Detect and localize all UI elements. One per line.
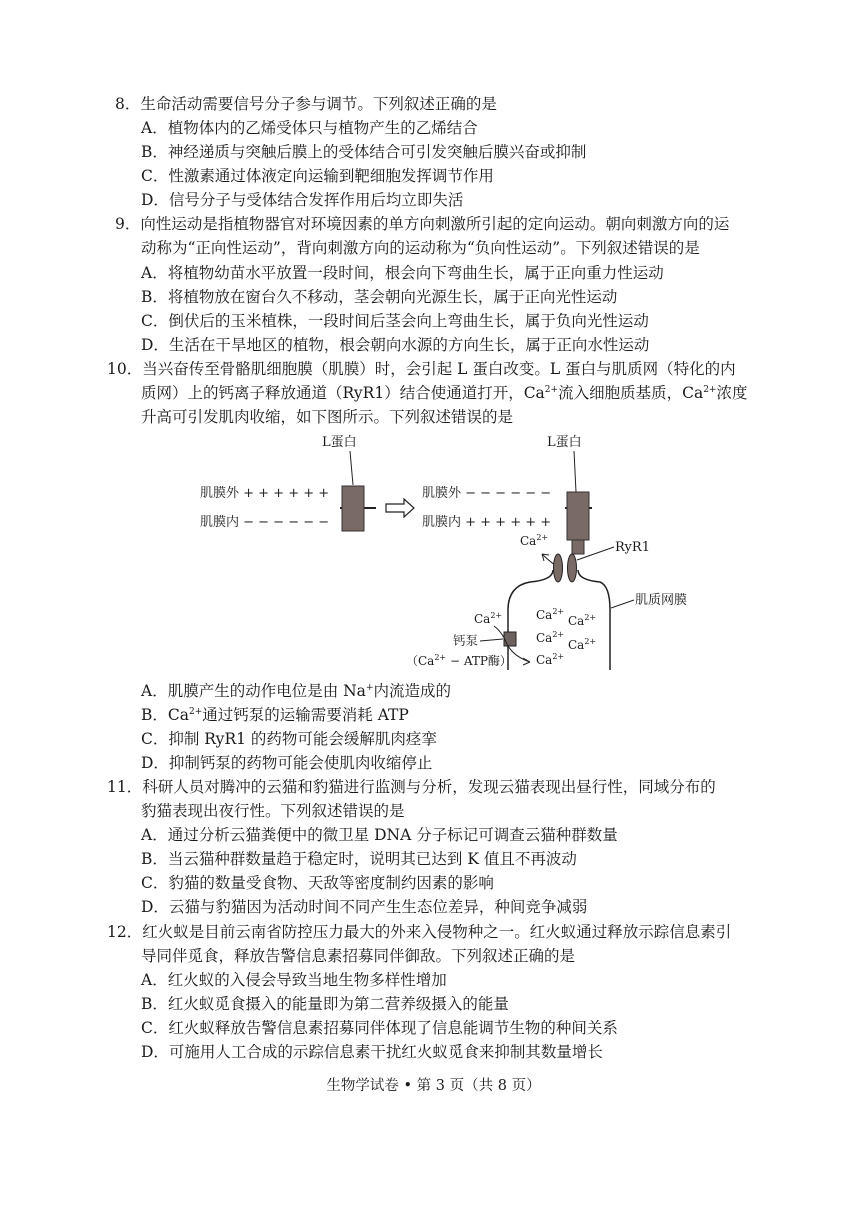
- q8-stem: 8．生命活动需要信号分子参与调节。下列叙述正确的是: [115, 95, 497, 113]
- q11-stem-line2: 豹猫表现出夜行性。下列叙述错误的是: [141, 802, 405, 820]
- q10-stem-line3: 升高可引发肌肉收缩，如下图所示。下列叙述错误的是: [141, 408, 514, 426]
- q9-option-b: B．将植物放在窗台久不移动，茎会朝向光源生长，属于正向光性运动: [141, 288, 618, 306]
- ca-ion-2: $Ca^{2+}$: [568, 613, 597, 628]
- page-footer: 生物学试卷 • 第 3 页（共 8 页）: [326, 1078, 541, 1094]
- ca-label-pump-in: $Ca^{2+}$: [474, 611, 503, 626]
- q12-option-a: A．红火蚁的入侵会导致当地生物多样性增加: [141, 971, 447, 989]
- q10-option-c: C．抑制 RyR1 的药物可能会缓解肌肉痉挛: [141, 730, 437, 748]
- q8-option-b: B．神经递质与突触后膜上的受体结合可引发突触后膜兴奋或抑制: [141, 143, 587, 161]
- q12-option-b: B．红火蚁觅食摄入的能量即为第二营养级摄入的能量: [141, 995, 509, 1013]
- transition-arrow-icon: [386, 499, 414, 517]
- membrane-inside-left: 肌膜内 − − − − − −: [200, 515, 330, 530]
- ryr1-channel-right: [568, 554, 577, 582]
- q10-stem-line2: 质网）上的钙离子释放通道（RyR1）结合使通道打开，$Ca^{2+}$流入细胞质基质，$Ca^{2+}$浓度: [141, 384, 748, 402]
- q10-option-b: B．$Ca^{2+}$通过钙泵的运输需要消耗 ATP: [141, 706, 409, 724]
- l-protein-pointer-left: [350, 451, 353, 485]
- membrane-outside-right: 肌膜外 − − − − − −: [422, 486, 552, 501]
- q11-stem-line1: 11．科研人员对腾冲的云猫和豹猫进行监测与分析，发现云猫表现出昼行性，同域分布的: [107, 778, 716, 796]
- pump-arrowhead-icon: [523, 658, 530, 665]
- l-protein-label-right: L蛋白: [547, 435, 582, 450]
- sr-membrane-label: 肌质网膜: [635, 593, 688, 608]
- l-protein-block-left: [342, 486, 364, 531]
- q11-option-c: C．豹猫的数量受食物、天敌等密度制约因素的影响: [141, 874, 494, 892]
- calcium-pump-block: [504, 632, 516, 646]
- ryr1-label: RyR1: [615, 540, 650, 555]
- q12-stem-line2: 导同伴觅食，释放告警信息素招募同伴御敌。下列叙述正确的是: [141, 947, 576, 965]
- q9-option-c: C．倒伏后的玉米植株，一段时间后茎会向上弯曲生长，属于负向光性运动: [141, 312, 649, 330]
- l-protein-label-left: L蛋白: [322, 435, 357, 450]
- calcium-pump-detail: （$Ca^{2+}$ − ATP酶）: [406, 653, 512, 668]
- q11-option-d: D．云猫与豹猫因为活动时间不同产生生态位差异，种间竞争减弱: [141, 898, 588, 916]
- membrane-outside-left: 肌膜外 + + + + + +: [200, 486, 330, 501]
- q8-option-c: C．性激素通过体液定向运输到靶细胞发挥调节作用: [141, 167, 494, 185]
- q8-option-d: D．信号分子与受体结合发挥作用后均立即失活: [141, 191, 464, 209]
- ryr1-channel-left: [554, 554, 563, 582]
- ca-ion-3: $Ca^{2+}$: [536, 630, 565, 645]
- l-protein-block-right: [567, 492, 589, 540]
- ca-ion-5: $Ca^{2+}$: [536, 652, 565, 667]
- membrane-inside-right: 肌膜内 + + + + + +: [422, 515, 552, 530]
- q10-option-a: A．肌膜产生的动作电位是由 Na+内流造成的: [141, 682, 451, 700]
- q11-option-b: B．当云猫种群数量趋于稳定时，说明其已达到 K 值且不再波动: [141, 850, 577, 868]
- q9-stem-line1: 9．向性运动是指植物器官对环境因素的单方向刺激所引起的定向运动。朝向刺激方向的运: [115, 215, 730, 233]
- ca-label-release: $Ca^{2+}$: [520, 533, 549, 548]
- q12-option-d: D．可施用人工合成的示踪信息素干扰红火蚁觅食来抑制其数量增长: [141, 1043, 603, 1061]
- ca-ion-4: $Ca^{2+}$: [568, 637, 597, 652]
- q9-option-d: D．生活在干旱地区的植物，根会朝向水源的方向生长，属于正向水性运动: [141, 336, 650, 354]
- q11-option-a: A．通过分析云猫粪便中的微卫星 DNA 分子标记可调查云猫种群数量: [141, 826, 618, 844]
- muscle-calcium-diagram: [190, 430, 710, 675]
- l-protein-pointer-right: [574, 451, 576, 492]
- q12-option-c: C．红火蚁释放告警信息素招募同伴体现了信息能调节生物的种间关系: [141, 1019, 618, 1037]
- q9-stem-line2: 动称为“正向性运动”，背向刺激方向的运动称为“负向性运动”。下列叙述错误的是: [141, 239, 700, 257]
- l-protein-stalk: [572, 540, 584, 554]
- calcium-pump-label: 钙泵: [453, 633, 479, 648]
- q12-stem-line1: 12．红火蚁是目前云南省防控压力最大的外来入侵物种之一。红火蚁通过释放示踪信息素引: [107, 923, 732, 941]
- q9-option-a: A．将植物幼苗水平放置一段时间，根会向下弯曲生长，属于正向重力性运动: [141, 264, 664, 282]
- q10-option-d: D．抑制钙泵的药物可能会使肌肉收缩停止: [141, 754, 433, 772]
- calcium-pump-pointer: [480, 639, 503, 641]
- sr-membrane-pointer: [611, 600, 634, 608]
- q10-stem-line1: 10．当兴奋传至骨骼肌细胞膜（肌膜）时，会引起 L 蛋白改变。L 蛋白与肌质网（特化的内: [107, 360, 736, 378]
- ca-ion-1: $Ca^{2+}$: [536, 607, 565, 622]
- q8-option-a: A．植物体内的乙烯受体只与植物产生的乙烯结合: [141, 119, 478, 137]
